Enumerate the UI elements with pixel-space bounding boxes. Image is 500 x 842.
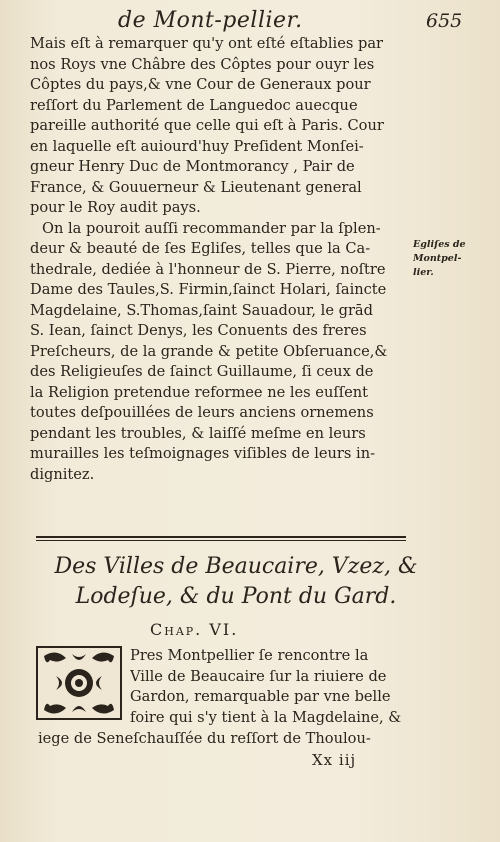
- running-title: de Mont-pellier.: [118, 8, 303, 33]
- text-line: pendant les troubles, & laiſſé meſme en leurs: [30, 424, 366, 442]
- running-head: [0, 6, 500, 36]
- signature-mark: Xx iij: [312, 751, 357, 769]
- text-line: iege de Seneſchauſſée du reſſort de Thoulou-: [38, 730, 371, 747]
- margin-note-line: lier.: [413, 267, 434, 278]
- ornamental-initial-icon: [36, 646, 122, 720]
- text-line: gneur Henry Duc de Montmorancy , Pair de: [30, 158, 355, 175]
- text-line: pour le Roy audit pays.: [30, 199, 201, 216]
- margin-note: [413, 238, 493, 280]
- section-title: [36, 552, 436, 612]
- text-line: des Religieuſes de ſainct Guillaume, ſi ceux de: [30, 363, 374, 380]
- text-line: en laquelle eſt auiourd'huy Preſident Monſei-: [30, 137, 364, 155]
- section-rule: [36, 536, 406, 538]
- section-title-line: Lodeſue, & du Pont du Gard.: [75, 584, 397, 609]
- text-line: Pres Montpellier ſe rencontre la: [130, 647, 369, 664]
- text-line: murailles les teſmoignages viſibles de leurs in-: [30, 445, 376, 462]
- text-line: Côptes du pays,& vne Cour de Generaux pour: [30, 76, 371, 93]
- text-line: toutes deſpouillées de leurs anciens ornemens: [30, 404, 374, 421]
- text-line: Dame des Taules,S. Firmin,ſainct Holari, ſaincte: [30, 281, 387, 298]
- text-line: S. Iean, ſainct Denys, les Conuents des freres: [30, 322, 367, 339]
- section-title-line: Des Villes de Beaucaire, Vzez, &: [54, 554, 418, 579]
- text-line: deur & beauté de ſes Egliſes, telles que la Ca-: [30, 240, 371, 257]
- text-line: thedrale, dediée à l'honneur de S. Pierre, noſtre: [30, 260, 386, 278]
- chapter-label: Chap. VI.: [150, 620, 239, 639]
- text-line: France, & Gouuerneur & Lieutenant general: [30, 178, 362, 196]
- page-number: 655: [426, 10, 463, 32]
- margin-note-line: Montpel-: [413, 253, 462, 264]
- body-text: [30, 34, 418, 485]
- text-line: dignitez.: [30, 465, 95, 483]
- margin-note-line: Egliſes de: [413, 239, 466, 250]
- text-line: foire qui s'y tient à la Magdelaine, &: [130, 708, 402, 726]
- text-line: Ville de Beaucaire ſur la riuiere de: [130, 667, 387, 685]
- section-rule-thin: [36, 540, 406, 541]
- text-line: reſſort du Parlement de Languedoc auecque: [30, 96, 358, 114]
- text-line: nos Roys vne Châbre des Côptes pour ouyr les: [30, 55, 375, 73]
- text-line: On la pouroit auſſi recommander par la ſplen-: [42, 219, 381, 237]
- text-line: Preſcheurs, de la grande & petite Obſeruance,&: [30, 342, 388, 360]
- text-line: la Religion pretendue reformee ne les euſſent: [30, 383, 369, 401]
- text-line: Magdelaine, S.Thomas,ſaint Sauadour, le grād: [30, 301, 373, 319]
- text-line: Mais eſt à remarquer qu'y ont eſté eſtablies par: [30, 35, 384, 52]
- text-line: pareille authorité que celle qui eſt à Paris. Cour: [30, 117, 384, 134]
- chapter-text: [130, 646, 420, 728]
- text-line: Gardon, remarquable par vne belle: [130, 688, 391, 705]
